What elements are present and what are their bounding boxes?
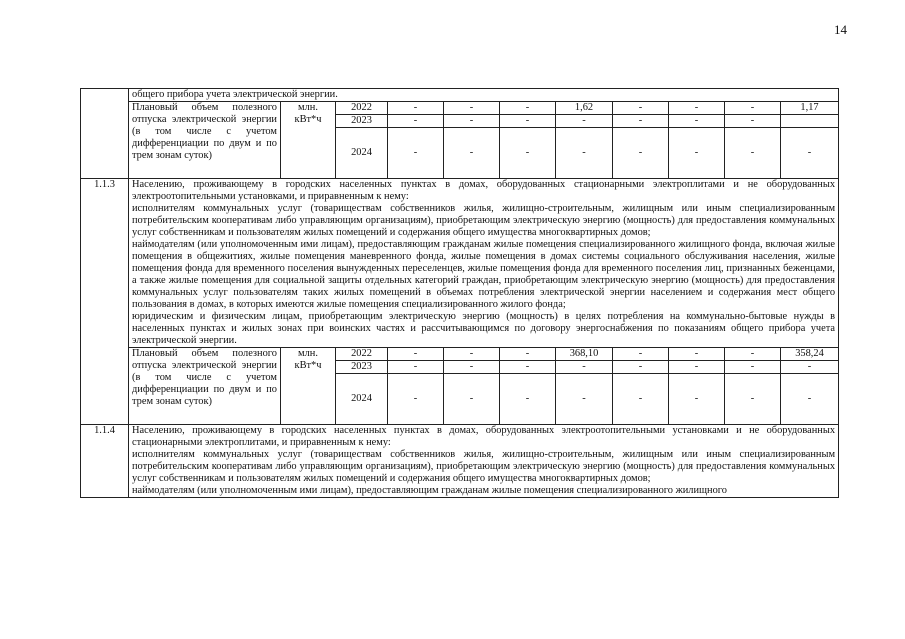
- tariff-table: [80, 88, 839, 498]
- section-text-row: [81, 425, 839, 498]
- value-cell: -: [613, 348, 669, 361]
- value-cell: -: [388, 102, 444, 115]
- unit-label: млн. кВт*ч: [281, 348, 336, 425]
- page-number: 14: [834, 22, 847, 37]
- value-cell: -: [388, 115, 444, 128]
- value-cell: -: [444, 115, 500, 128]
- value-cell: -: [669, 361, 725, 374]
- value-cell: -: [669, 374, 725, 425]
- value-cell: -: [725, 128, 781, 179]
- value-cell: -: [556, 361, 613, 374]
- value-cell: -: [669, 128, 725, 179]
- value-cell: -: [500, 348, 556, 361]
- value-cell: -: [613, 102, 669, 115]
- year-cell: 2023: [336, 115, 388, 128]
- value-cell: -: [613, 115, 669, 128]
- indicator-row: [81, 102, 839, 115]
- section-paragraph: Населению, проживающему в городских населенных пунктах в домах, оборудованных электроотопительными установками и не оборудованных стационарными электроплитами, и приравненным к нему:: [132, 425, 836, 448]
- value-cell: -: [444, 361, 500, 374]
- value-cell: 1,17: [781, 102, 839, 115]
- section-paragraph: наймодателям (или уполномоченным ими лицам), предоставляющим гражданам жилые помещения специализированного жилищного фонда, включая жилые помещения в общежитиях, жилые помещения маневренного фонда, жилые помещения в домах системы социального обслуживания населения, жилые помещения фонда для временного поселения вынужденных переселенцев, жилые помещения фонда для временного поселения лиц, признанных беженцами, а также жилые помещения для социальной защиты отдельных категорий граждан, приобретающим электрическую энергию (мощность) для предоставления коммунальных услуг пользователям таких жилых помещений в объемах потребления электрической энергии населением и содержания мест общего пользования в домах, в которых имеются жилые помещения специализированного жилого фонда;: [132, 239, 836, 310]
- value-cell: -: [388, 361, 444, 374]
- value-cell: 358,24: [781, 348, 839, 361]
- value-cell: -: [669, 102, 725, 115]
- value-cell: -: [725, 115, 781, 128]
- value-cell: -: [500, 115, 556, 128]
- year-cell: 2023: [336, 361, 388, 374]
- value-cell: [781, 115, 839, 128]
- section-description: [129, 179, 839, 348]
- section-paragraph: юридическим и физическим лицам, приобретающим электрическую энергию (мощность) в целях потребления на коммунально-бытовые нужды в населенных пунктах и жилых зонах при воинских частях и рассчитывающимся по договору энергоснабжения по показаниям общего прибора учета электрической энергии.: [132, 311, 836, 346]
- value-cell: -: [444, 348, 500, 361]
- value-cell: -: [556, 374, 613, 425]
- year-cell: 2022: [336, 102, 388, 115]
- value-cell: -: [613, 361, 669, 374]
- year-cell: 2024: [336, 128, 388, 179]
- value-cell: -: [669, 348, 725, 361]
- value-cell: -: [613, 128, 669, 179]
- value-cell: -: [725, 348, 781, 361]
- section-paragraph: наймодателям (или уполномоченным ими лицам), предоставляющим гражданам жилые помещения специализированного жилищного: [132, 485, 728, 496]
- value-cell: -: [725, 361, 781, 374]
- section-description: [129, 425, 839, 498]
- section-description: [129, 89, 839, 102]
- value-cell: -: [781, 361, 839, 374]
- value-cell: -: [500, 361, 556, 374]
- section-number: [81, 89, 129, 179]
- value-cell: -: [556, 128, 613, 179]
- indicator-row: [81, 348, 839, 361]
- unit-label: млн. кВт*ч: [281, 102, 336, 179]
- year-cell: 2022: [336, 348, 388, 361]
- value-cell: -: [725, 102, 781, 115]
- value-cell: 1,62: [556, 102, 613, 115]
- value-cell: -: [556, 115, 613, 128]
- value-cell: -: [613, 374, 669, 425]
- value-cell: -: [669, 115, 725, 128]
- section-number: 1.1.4: [81, 425, 129, 498]
- value-cell: 368,10: [556, 348, 613, 361]
- section-paragraph: общего прибора учета электрической энергии.: [132, 89, 338, 100]
- value-cell: -: [388, 374, 444, 425]
- value-cell: -: [500, 128, 556, 179]
- section-text-row: [81, 179, 839, 348]
- indicator-label: Плановый объем полезного отпуска электрической энергии (в том числе с учетом дифференциации по двум и по трем зонам суток): [129, 102, 281, 179]
- value-cell: -: [444, 128, 500, 179]
- value-cell: -: [500, 374, 556, 425]
- year-cell: 2024: [336, 374, 388, 425]
- section-paragraph: исполнителям коммунальных услуг (товариществам собственников жилья, жилищно-строительным, жилищным или иным специализированным потребительским кооперативам либо управляющим организациям), приобретающим электрическую энергию (мощность) для предоставления коммунальных услуг собственникам и пользователям жилых помещений и содержания общего имущества многоквартирных домов;: [132, 449, 836, 484]
- value-cell: -: [444, 374, 500, 425]
- section-text-row: [81, 89, 839, 102]
- section-paragraph: Населению, проживающему в городских населенных пунктах в домах, оборудованных стационарными электроплитами и не оборудованных электроотопительными установками, и приравненным к нему:: [132, 179, 836, 202]
- value-cell: -: [388, 348, 444, 361]
- value-cell: -: [500, 102, 556, 115]
- section-number: 1.1.3: [81, 179, 129, 425]
- section-paragraph: исполнителям коммунальных услуг (товариществам собственников жилья, жилищно-строительным, жилищным или иным специализированным потребительским кооперативам либо управляющим организациям), приобретающим электрическую энергию (мощность) для предоставления коммунальных услуг собственникам и пользователям жилых помещений и содержания общего имущества многоквартирных домов;: [132, 203, 836, 238]
- value-cell: -: [781, 374, 839, 425]
- value-cell: -: [388, 128, 444, 179]
- value-cell: -: [781, 128, 839, 179]
- value-cell: -: [444, 102, 500, 115]
- indicator-label: Плановый объем полезного отпуска электрической энергии (в том числе с учетом дифференциации по двум и по трем зонам суток): [129, 348, 281, 425]
- value-cell: -: [725, 374, 781, 425]
